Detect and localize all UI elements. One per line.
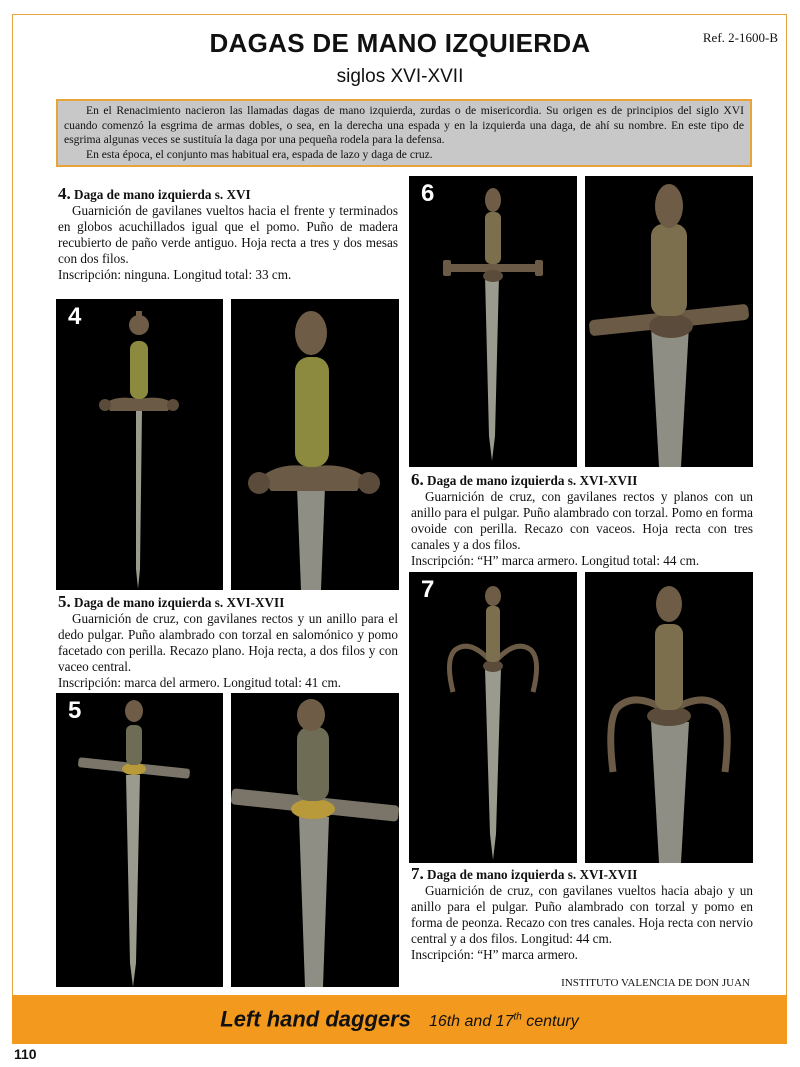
dagger-4-detail-image: [231, 299, 399, 590]
item-number: 6.: [411, 470, 424, 489]
page-number: 110: [14, 1046, 37, 1062]
dagger-6-full-image: [409, 176, 577, 467]
photo-dagger-4-detail: [231, 299, 399, 590]
dagger-6-detail-image: [585, 176, 753, 467]
dagger-4-full-image: [56, 299, 223, 590]
photo-dagger-5-detail: [231, 693, 399, 987]
item-7-description: [411, 866, 753, 963]
photo-dagger-4-full: [56, 299, 223, 590]
item-4-description: [58, 186, 398, 283]
photo-label: 4: [68, 303, 82, 330]
item-inscription: Inscripción: ninguna. Longitud total: 33 cm.: [58, 267, 292, 282]
english-title-banner: [12, 995, 787, 1044]
item-title: Daga de mano izquierda s. XVI: [74, 187, 251, 202]
item-6-description: [411, 472, 753, 569]
item-inscription: Inscripción: “H” marca armero. Longitud total: 44 cm.: [411, 553, 700, 568]
item-title: Daga de mano izquierda s. XVI-XVII: [427, 473, 638, 488]
photo-dagger-7-full: [409, 572, 577, 863]
item-title: Daga de mano izquierda s. XVI-XVII: [74, 595, 285, 610]
dagger-7-full-image: [409, 572, 577, 863]
item-inscription: Inscripción: marca del armero. Longitud total: 41 cm.: [58, 675, 342, 690]
page-subtitle: siglos XVI-XVII: [336, 66, 464, 87]
photo-dagger-6-full: [409, 176, 577, 467]
item-inscription: Inscripción: “H” marca armero.: [411, 947, 578, 962]
photo-dagger-6-detail: [585, 176, 753, 467]
photo-label: 7: [421, 576, 435, 603]
item-5-description: [58, 594, 398, 691]
item-text: Guarnición de gavilanes vueltos hacia el frente y terminados en globos acuchillados igual que el pomo. Puño de madera recubierto de paño verde antiguo. Hoja recta a tres y dos mesas con dos filos.: [58, 203, 398, 266]
reference-code: Ref. 2-1600-B: [702, 30, 778, 45]
photo-label: 6: [421, 180, 435, 207]
item-number: 7.: [411, 864, 424, 883]
century-suffix: century: [521, 1013, 579, 1031]
item-number: 4.: [58, 184, 71, 203]
item-number: 5.: [58, 592, 71, 611]
item-text: Guarnición de cruz, con gavilanes rectos y planos con un anillo para el pulgar. Puño alambrado con torzal. Pomo en forma ovoide con perilla. Recazo con vaceos. Hoja recta con tres canales y a dos filos.: [411, 489, 753, 552]
century-superscript: th: [513, 1012, 522, 1023]
english-century: [429, 1013, 579, 1030]
century-prefix: 16th and 17: [428, 1013, 514, 1031]
dagger-7-detail-image: [585, 572, 753, 863]
intro-box: [56, 99, 752, 167]
item-text: Guarnición de cruz, con gavilanes vueltos hacia abajo y un anillo para el pulgar. Puño alambrado con torzal y pomo en forma de peonza. Recazo con tres canales. Hoja recta con nervio central y a dos filos. Longitud: 44 cm.: [411, 883, 753, 946]
intro-paragraph-1: En el Renacimiento nacieron las llamadas dagas de mano izquierda, zurdas o de misericordia. Su origen es de principios del siglo XVI cuando comenzó la esgrima de armas dobles, o sea, en la derecha una espada y en la izquierda una daga, de ahí su nombre. En este tipo de esgrima algunas veces se sustituía la daga por una pequeña rodela para la defensa.: [64, 104, 744, 147]
item-text: Guarnición de cruz, con gavilanes rectos y un anillo para el dedo pulgar. Puño alambrado con torzal en salomónico y pomo facetado con perilla. Recazo plano. Hoja recta, a dos filos y con vaceo central.: [58, 611, 398, 674]
dagger-5-full-image: [56, 693, 223, 987]
intro-paragraph-2: En esta época, el conjunto mas habitual era, espada de lazo y daga de cruz.: [86, 147, 433, 161]
photo-dagger-5-full: [56, 693, 223, 987]
photo-label: 5: [68, 697, 82, 724]
english-title: Left hand daggers: [220, 1006, 411, 1032]
dagger-5-detail-image: [231, 693, 399, 987]
page-title: DAGAS DE MANO IZQUIERDA: [209, 28, 591, 58]
source-credit: INSTITUTO VALENCIA DE DON JUAN: [561, 977, 750, 989]
item-title: Daga de mano izquierda s. XVI-XVII: [427, 867, 638, 882]
photo-dagger-7-detail: [585, 572, 753, 863]
